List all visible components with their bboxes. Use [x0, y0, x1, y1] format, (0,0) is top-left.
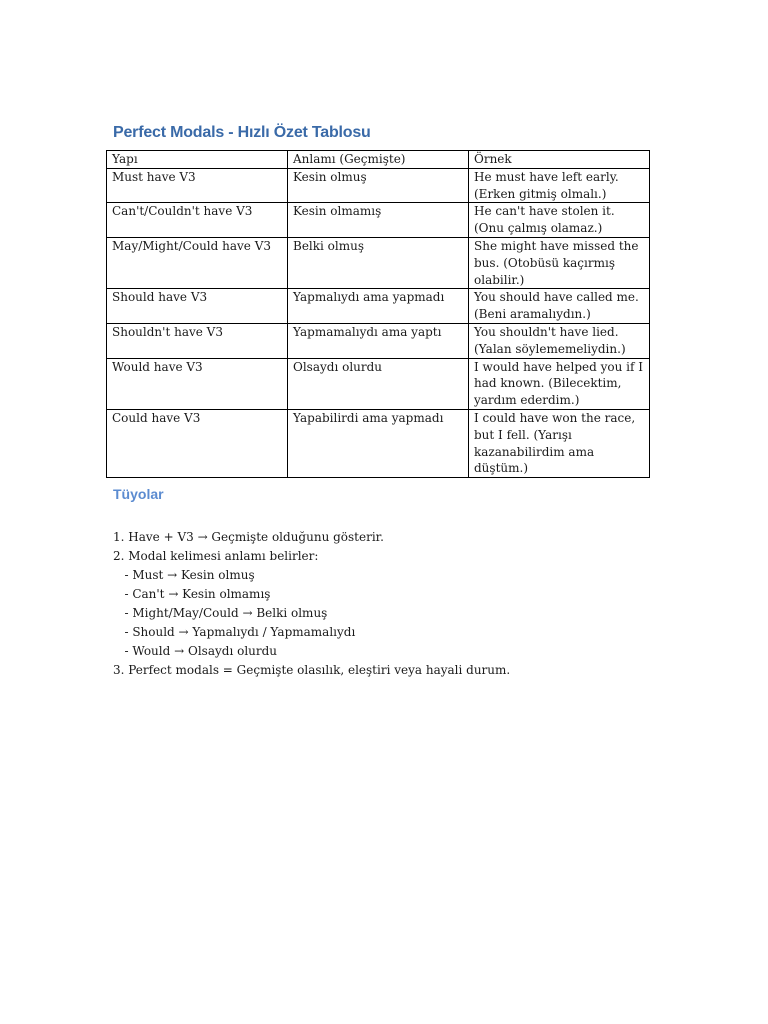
cell-structure: Should have V3 [107, 289, 288, 324]
cell-example: I could have won the race, but I fell. (Yarışı kazanabilirdim ama düştüm.) [469, 409, 650, 477]
table-row [107, 203, 650, 238]
cell-meaning: Kesin olmamış [288, 203, 469, 238]
table-row [107, 237, 650, 288]
tip-line: - Can't → Kesin olmamış [113, 587, 271, 601]
tip-line: - Must → Kesin olmuş [113, 568, 255, 582]
cell-meaning: Olsaydı olurdu [288, 358, 469, 409]
cell-example: He can't have stolen it. (Onu çalmış olamaz.) [469, 203, 650, 238]
cell-structure: Can't/Couldn't have V3 [107, 203, 288, 238]
cell-example: She might have missed the bus. (Otobüsü kaçırmış olabilir.) [469, 237, 650, 288]
cell-meaning: Kesin olmuş [288, 168, 469, 203]
cell-example: I would have helped you if I had known. (Bilecektim, yardım ederdim.) [469, 358, 650, 409]
tip-line: 3. Perfect modals = Geçmişte olasılık, eleştiri veya hayali durum. [113, 663, 511, 677]
table-row [107, 289, 650, 324]
tip-line: - Might/May/Could → Belki olmuş [113, 606, 328, 620]
table-header-row [107, 151, 650, 169]
cell-structure: Must have V3 [107, 168, 288, 203]
table-row [107, 323, 650, 358]
table-row [107, 409, 650, 477]
header-structure: Yapı [107, 151, 288, 169]
table-row [107, 358, 650, 409]
tips-list [113, 528, 673, 680]
tip-line: - Should → Yapmalıydı / Yapmamalıydı [113, 625, 356, 639]
header-meaning: Anlamı (Geçmişte) [288, 151, 469, 169]
page-title: Perfect Modals - Hızlı Özet Tablosu [113, 124, 371, 141]
cell-meaning: Yapmalıydı ama yapmadı [288, 289, 469, 324]
cell-meaning: Belki olmuş [288, 237, 469, 288]
cell-example: You should have called me. (Beni aramalıydın.) [469, 289, 650, 324]
cell-meaning: Yapmamalıydı ama yaptı [288, 323, 469, 358]
cell-example: He must have left early. (Erken gitmiş olmalı.) [469, 168, 650, 203]
tip-line: 1. Have + V3 → Geçmişte olduğunu gösterir. [113, 530, 384, 544]
cell-structure: Shouldn't have V3 [107, 323, 288, 358]
tips-heading: Tüyolar [113, 486, 164, 502]
summary-table [106, 150, 650, 478]
tip-line: - Would → Olsaydı olurdu [113, 644, 278, 658]
cell-example: You shouldn't have lied. (Yalan söylememeliydin.) [469, 323, 650, 358]
table-row [107, 168, 650, 203]
cell-meaning: Yapabilirdi ama yapmadı [288, 409, 469, 477]
cell-structure: Could have V3 [107, 409, 288, 477]
tip-line: 2. Modal kelimesi anlamı belirler: [113, 549, 319, 563]
cell-structure: May/Might/Could have V3 [107, 237, 288, 288]
header-example: Örnek [469, 151, 650, 169]
cell-structure: Would have V3 [107, 358, 288, 409]
